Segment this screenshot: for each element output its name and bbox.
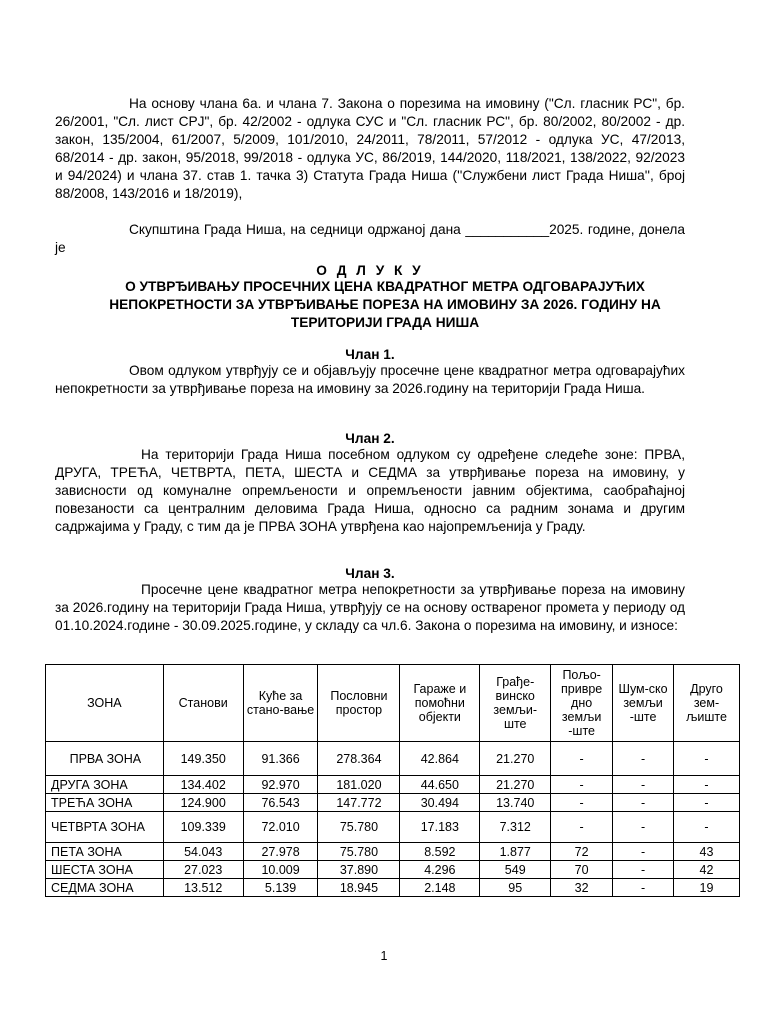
table-row (46, 861, 740, 879)
table-cell: 549 (480, 861, 551, 879)
table-cell: 1.877 (480, 843, 551, 861)
header-zone: ЗОНА (46, 665, 164, 742)
table-cell: 10.009 (243, 861, 318, 879)
table-cell: 181.020 (318, 776, 400, 794)
table-cell: 44.650 (400, 776, 480, 794)
table-cell: 5.139 (243, 879, 318, 897)
header-forest-land: Шум-ско земљи -ште (613, 665, 674, 742)
table-cell: 42 (674, 861, 740, 879)
header-business-space: Пословни простор (318, 665, 400, 742)
table-cell: 124.900 (163, 794, 243, 812)
table-cell: 13.512 (163, 879, 243, 897)
table-cell: 149.350 (163, 742, 243, 776)
table-cell: - (613, 861, 674, 879)
table-cell: 43 (674, 843, 740, 861)
preamble-assembly: Скупштина Града Ниша, на седници одржаној дана ___________2025. године, донела је (55, 222, 685, 255)
header-other-land: Друго зем-љиште (674, 665, 740, 742)
table-cell: - (613, 776, 674, 794)
table-cell: - (613, 742, 674, 776)
table-cell: 95 (480, 879, 551, 897)
table-cell: - (674, 742, 740, 776)
table-cell: 91.366 (243, 742, 318, 776)
table-row (46, 742, 740, 776)
cell-zone: ДРУГА ЗОНА (46, 776, 164, 794)
table-cell: 2.148 (400, 879, 480, 897)
table-cell: 92.970 (243, 776, 318, 794)
table-cell: 109.339 (163, 812, 243, 843)
table-cell: - (551, 812, 613, 843)
table-cell: 30.494 (400, 794, 480, 812)
table-cell: - (674, 776, 740, 794)
article-1-text: Овом одлуком утврђују се и објављују просечне цене квадратног метра одговарајућих непокретности за утврђивање пореза на имовину за 2026.годину на територији Града Ниша. (55, 363, 685, 396)
article-2-heading: Члан 2. (345, 431, 395, 446)
table-cell: - (674, 794, 740, 812)
table-cell: - (613, 843, 674, 861)
table-cell: 37.890 (318, 861, 400, 879)
table-row (46, 843, 740, 861)
table-row (46, 776, 740, 794)
cell-zone: ПЕТА ЗОНА (46, 843, 164, 861)
table-cell: - (613, 794, 674, 812)
table-cell: 70 (551, 861, 613, 879)
header-houses: Куће за стано-вање (243, 665, 318, 742)
table-cell: 27.978 (243, 843, 318, 861)
table-cell: 32 (551, 879, 613, 897)
table-cell: 13.740 (480, 794, 551, 812)
article-1-heading: Члан 1. (345, 347, 395, 362)
header-garages: Гараже и помоћни објекти (400, 665, 480, 742)
table-cell: 75.780 (318, 843, 400, 861)
header-building-land: Грађе-винско земљи-ште (480, 665, 551, 742)
table-cell: 134.402 (163, 776, 243, 794)
header-apartments: Станови (163, 665, 243, 742)
table-cell: 4.296 (400, 861, 480, 879)
table-cell: 75.780 (318, 812, 400, 843)
table-cell: - (551, 794, 613, 812)
preamble-legal-basis: На основу члана 6а. и члана 7. Закона о порезима на имовину ("Сл. гласник РС", бр. 26/2001, "Сл. лист СРЈ", бр. 42/2002 - одлука СУС и "Сл. гласник РС", бр. 80/2002, 80/2002 - др. закон, 135/2004, 61/2007, 5/2009, 101/2010, 24/2011, 78/2011, 57/2012 - одлука УС, 47/2013, 68/2014 - др. закон, 95/2018, 99/2018 - одлука УС, 86/2019, 144/2020, 118/2021, 138/2022, 92/2023 и 94/2024) и члана 37. став 1. тачка 3) Статута Града Ниша (''Службени лист Града Ниша'', број 88/2008, 143/2016 и 18/2019), (55, 96, 685, 201)
table-cell: - (613, 812, 674, 843)
cell-zone: СЕДМА ЗОНА (46, 879, 164, 897)
table-cell: 42.864 (400, 742, 480, 776)
table-row (46, 879, 740, 897)
table-cell: 147.772 (318, 794, 400, 812)
table-cell: 8.592 (400, 843, 480, 861)
cell-zone: ПРВА ЗОНА (46, 742, 164, 776)
article-3-heading: Члан 3. (345, 566, 395, 581)
cell-zone: ЧЕТВРТА ЗОНА (46, 812, 164, 843)
table-cell: 72.010 (243, 812, 318, 843)
table-cell: 76.543 (243, 794, 318, 812)
page-number: 1 (380, 949, 388, 963)
decision-title: О Д Л У К У (316, 263, 424, 278)
table-header-row (46, 665, 740, 742)
cell-zone: ШЕСТА ЗОНА (46, 861, 164, 879)
table-cell: 278.364 (318, 742, 400, 776)
table-cell: 72 (551, 843, 613, 861)
table-cell: 21.270 (480, 742, 551, 776)
table-cell: 27.023 (163, 861, 243, 879)
table-cell: 21.270 (480, 776, 551, 794)
table-cell: - (551, 742, 613, 776)
decision-subtitle: О УТВРЂИВАЊУ ПРОСЕЧНИХ ЦЕНА КВАДРАТНОГ МЕТРА ОДГОВАРАЈУЋИХ НЕПОКРЕТНОСТИ ЗА УТВРЂИВАЊЕ ПОРЕЗА НА ИМОВИНУ ЗА 2026. ГОДИНУ НА ТЕРИТОРИЈИ ГРАДА НИША (109, 279, 661, 330)
table-cell: 19 (674, 879, 740, 897)
table-cell: 7.312 (480, 812, 551, 843)
table-cell: - (551, 776, 613, 794)
header-agricultural-land: Пољо-привре дно земљи -ште (551, 665, 613, 742)
table-row (46, 812, 740, 843)
article-3-text: Просечне цене квадратног метра непокретности за утврђивање пореза на имовину за 2026.годину на територији Града Ниша, утврђују се на основу оствареног промета у периоду од 01.10.2024.године - 30.09.2025.године, у складу са чл.6. Закона о порезима на имовину, и износе: (55, 582, 685, 633)
table-cell: 17.183 (400, 812, 480, 843)
table-cell: 54.043 (163, 843, 243, 861)
table-cell: - (613, 879, 674, 897)
table-row (46, 794, 740, 812)
table-cell: 18.945 (318, 879, 400, 897)
cell-zone: ТРЕЋА ЗОНА (46, 794, 164, 812)
table-cell: - (674, 812, 740, 843)
price-table (45, 664, 740, 897)
article-2-text: На територији Града Ниша посебном одлуком су одређене следеће зоне: ПРВА, ДРУГА, ТРЕЋА, ЧЕТВРТА, ПЕТА, ШЕСТА и СЕДМА за утврђивање пореза на имовину, у зависности од комуналне опремљености и опремљености јавним објектима, саобраћајној повезаности са централним деловима Града Ниша, односно са радним зонама и другим садржајима у Граду, с тим да је ПРВА ЗОНА утврђена као најопремљенија у Граду. (55, 447, 685, 534)
